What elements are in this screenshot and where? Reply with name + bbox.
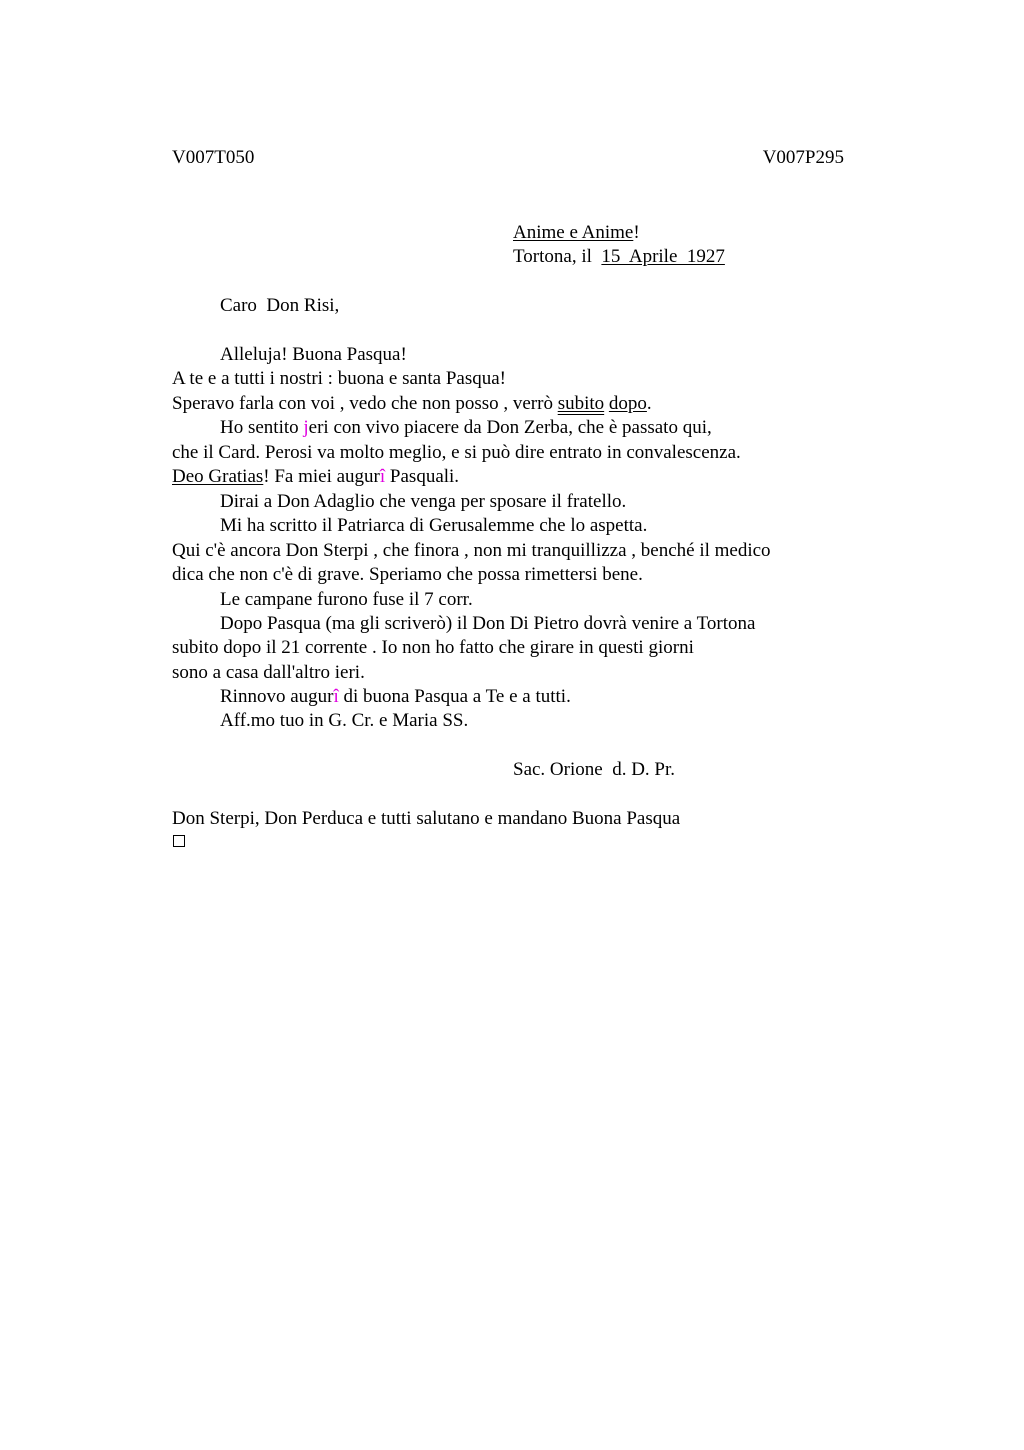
checkbox-glyph-icon — [173, 835, 185, 847]
text-segment: Rinnovo augur — [220, 686, 334, 707]
letter-line-2: A te e a tutti i nostri : buona e santa Pasqua! — [172, 368, 507, 389]
motto-line — [513, 221, 640, 245]
letter-line-1: Alleluja! Buona Pasqua! — [220, 344, 407, 365]
letter-line-9: Qui c'è ancora Don Sterpi , che finora , non mi tranquillizza , benché il medico — [172, 540, 771, 561]
letter-line-10: dica che non c'è di grave. Speriamo che possa rimettersi bene. — [172, 564, 643, 585]
subito-double-underlined: subito — [557, 393, 605, 414]
letter-line-14: sono a casa dall'altro ieri. — [172, 662, 365, 683]
text-segment: di buona Pasqua a Te e a tutti. — [338, 686, 571, 707]
dopo-underlined: dopo — [608, 393, 647, 414]
text-segment: Speravo farla con voi , vedo che non posso , verrò — [172, 393, 558, 414]
reference-code-right: V007P295 — [762, 147, 844, 168]
letter-line-12: Dopo Pasqua (ma gli scriverò) il Don Di Pietro dovrà venire a Tortona — [220, 613, 756, 634]
letter-line-6 — [172, 465, 459, 489]
text-segment: Pasquali. — [385, 466, 460, 487]
motto: Anime e Anime — [513, 222, 634, 243]
postscript: Don Sterpi, Don Perduca e tutti salutano e mandano Buona Pasqua — [172, 808, 681, 829]
closing-line: Aff.mo tuo in G. Cr. e Maria SS. — [220, 710, 469, 731]
motto-exclamation: ! — [633, 222, 640, 243]
date: 15 Aprile 1927 — [601, 246, 725, 267]
text-segment: ! Fa miei augur — [263, 466, 380, 487]
date-line — [513, 245, 725, 269]
text-segment: Ho sentito — [220, 417, 304, 438]
letter-line-13: subito dopo il 21 corrente . Io non ho fatto che girare in questi giorni — [172, 637, 694, 658]
highlighted-letter: î — [379, 466, 386, 487]
signature: Sac. Orione d. D. Pr. — [513, 759, 676, 780]
reference-code-left: V007T050 — [172, 147, 255, 168]
letter-line-5: che il Card. Perosi va molto meglio, e si può dire entrato in convalescenza. — [172, 442, 741, 463]
letter-line-3 — [172, 392, 652, 416]
letter-line-4 — [220, 416, 712, 440]
text-segment: . — [646, 393, 652, 414]
date-prefix: Tortona, il — [513, 246, 602, 267]
salutation: Caro Don Risi, — [220, 295, 340, 316]
letter-line-15 — [220, 685, 571, 709]
letter-line-8: Mi ha scritto il Patriarca di Gerusalemme che lo aspetta. — [220, 515, 648, 536]
highlighted-letter: j — [303, 417, 309, 438]
letter-line-7: Dirai a Don Adaglio che venga per sposare il fratello. — [220, 491, 627, 512]
deo-gratias-underlined: Deo Gratias — [172, 466, 264, 487]
highlighted-letter: î — [333, 686, 339, 707]
text-segment: eri con vivo piacere da Don Zerba, che è passato qui, — [308, 417, 712, 438]
letter-line-11: Le campane furono fuse il 7 corr. — [220, 589, 473, 610]
